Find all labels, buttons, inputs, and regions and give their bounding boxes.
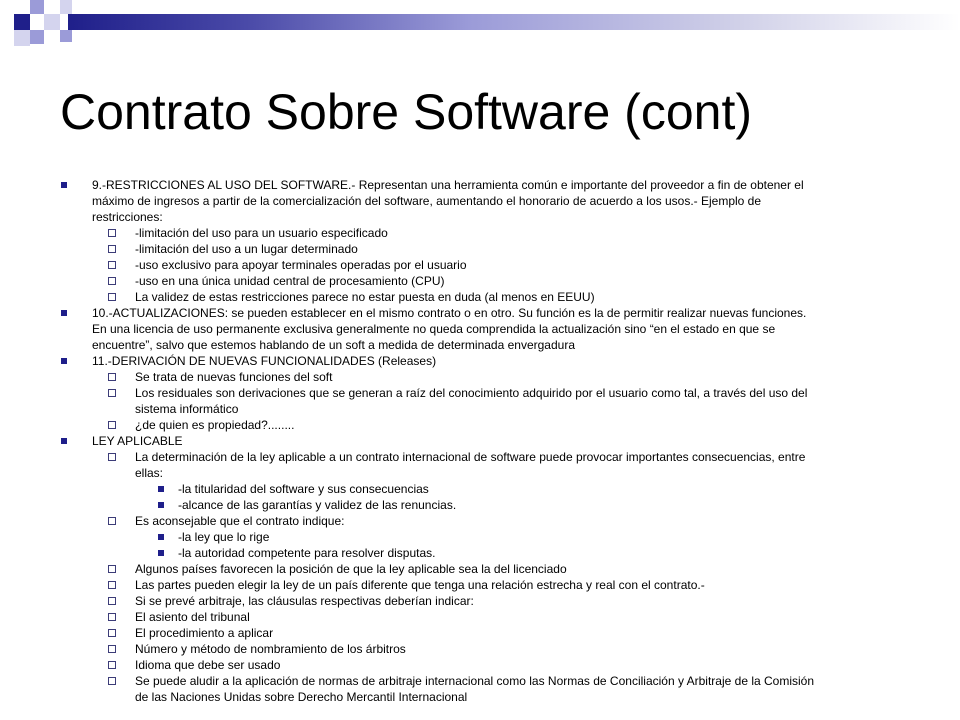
list-item-text: 9.-RESTRICCIONES AL USO DEL SOFTWARE.- Representan una herramienta común e importante del proveedor a fin de obtener el [92, 178, 804, 192]
list-item-text: máximo de ingresos a partir de la comercialización del software, aumentando el honorario de acuerdo a los usos.- Ejemplo de [92, 194, 762, 208]
decor-square-light [44, 14, 60, 30]
slide-body [60, 177, 892, 705]
list-item-text: restricciones: [92, 210, 163, 224]
list-item [60, 593, 892, 609]
list-item [60, 433, 892, 449]
decor-square-mid-3 [60, 30, 72, 42]
hollow-square-bullet-icon [108, 277, 116, 285]
list-item-text: -limitación del uso a un lugar determinado [135, 242, 358, 256]
hollow-square-bullet-icon [108, 229, 116, 237]
hollow-square-bullet-icon [108, 453, 116, 461]
list-item-text: Los residuales son derivaciones que se generan a raíz del conocimiento adquirido por el usuario como tal, a través del uso del [135, 386, 808, 400]
list-item-text: sistema informático [135, 402, 239, 416]
list-item [60, 369, 892, 385]
square-bullet-icon [61, 438, 67, 444]
hollow-square-bullet-icon [108, 565, 116, 573]
hollow-square-bullet-icon [108, 245, 116, 253]
square-bullet-icon [61, 182, 67, 188]
hollow-square-bullet-icon [108, 261, 116, 269]
list-item [60, 481, 892, 497]
list-item-text: -la ley que lo rige [178, 530, 270, 544]
square-bullet-icon [158, 534, 164, 540]
decor-square-mid-2 [30, 30, 44, 44]
list-item [60, 353, 892, 369]
list-item [60, 449, 892, 481]
list-item [60, 225, 892, 241]
list-item [60, 609, 892, 625]
list-item [60, 385, 892, 417]
list-item-text: -la titularidad del software y sus consecuencias [178, 482, 429, 496]
slide-title: Contrato Sobre Software (cont) [60, 84, 752, 140]
list-item-text: El asiento del tribunal [135, 610, 250, 624]
decor-square-light-3 [14, 30, 30, 46]
decor-square-mid [30, 0, 44, 14]
hollow-square-bullet-icon [108, 373, 116, 381]
list-item [60, 561, 892, 577]
header-gradient-bar [68, 14, 960, 30]
list-item-text: En una licencia de uso permanente exclusiva generalmente no queda comprendida la actualización sino “en el estado en que se [92, 322, 776, 336]
hollow-square-bullet-icon [108, 389, 116, 397]
list-item-text: -limitación del uso para un usuario especificado [135, 226, 388, 240]
list-item-text: Número y método de nombramiento de los árbitros [135, 642, 406, 656]
list-item [60, 657, 892, 673]
list-item-text: encuentre”, salvo que estemos hablando de un soft a medida de determinada envergadura [92, 338, 575, 352]
hollow-square-bullet-icon [108, 517, 116, 525]
list-item-text: 10.-ACTUALIZACIONES: se pueden establecer en el mismo contrato o en otro. Su función es la de permitir realizar nuevas funciones. [92, 306, 807, 320]
hollow-square-bullet-icon [108, 661, 116, 669]
list-item-text: LEY APLICABLE [92, 434, 183, 448]
list-item [60, 417, 892, 433]
list-item [60, 177, 892, 225]
list-item [60, 273, 892, 289]
list-item-text: Idioma que debe ser usado [135, 658, 281, 672]
hollow-square-bullet-icon [108, 677, 116, 685]
list-item-text: Algunos países favorecen la posición de que la ley aplicable sea la del licenciado [135, 562, 567, 576]
hollow-square-bullet-icon [108, 293, 116, 301]
list-item [60, 625, 892, 641]
list-item [60, 641, 892, 657]
list-item [60, 305, 892, 353]
list-item [60, 289, 892, 305]
list-item [60, 577, 892, 593]
hollow-square-bullet-icon [108, 597, 116, 605]
list-item-text: ¿de quien es propiedad?........ [135, 418, 295, 432]
list-item [60, 545, 892, 561]
list-item-text: Las partes pueden elegir la ley de un país diferente que tenga una relación estrecha y real con el contrato.- [135, 578, 705, 592]
list-item-text: -la autoridad competente para resolver disputas. [178, 546, 436, 560]
hollow-square-bullet-icon [108, 645, 116, 653]
list-item-text: -alcance de las garantías y validez de las renuncias. [178, 498, 457, 512]
list-item-text: 11.-DERIVACIÓN DE NUEVAS FUNCIONALIDADES (Releases) [92, 354, 437, 368]
list-item [60, 241, 892, 257]
list-item [60, 513, 892, 529]
list-item-text: Se puede aludir a la aplicación de normas de arbitraje internacional como las Normas de Conciliación y Arbitraje de la Comisión [135, 674, 815, 688]
decor-square-light-2 [60, 0, 72, 14]
hollow-square-bullet-icon [108, 421, 116, 429]
list-item-text: La determinación de la ley aplicable a un contrato internacional de software puede provocar importantes consecuencias, entre [135, 450, 806, 464]
list-item [60, 673, 892, 705]
decor-square-dark [14, 14, 30, 30]
square-bullet-icon [158, 486, 164, 492]
list-item-text: La validez de estas restricciones parece no estar puesta en duda (al menos en EEUU) [135, 290, 595, 304]
list-item [60, 497, 892, 513]
hollow-square-bullet-icon [108, 613, 116, 621]
square-bullet-icon [158, 502, 164, 508]
list-item [60, 529, 892, 545]
hollow-square-bullet-icon [108, 581, 116, 589]
list-item-text: El procedimiento a aplicar [135, 626, 274, 640]
list-item-text: Si se prevé arbitraje, las cláusulas respectivas deberían indicar: [135, 594, 474, 608]
list-item-text: ellas: [135, 466, 164, 480]
list-item-text: -uso en una única unidad central de procesamiento (CPU) [135, 274, 445, 288]
list-item-text: de las Naciones Unidas sobre Derecho Mercantil Internacional [135, 690, 468, 704]
list-item-text: Es aconsejable que el contrato indique: [135, 514, 345, 528]
square-bullet-icon [158, 550, 164, 556]
square-bullet-icon [61, 358, 67, 364]
hollow-square-bullet-icon [108, 629, 116, 637]
list-item [60, 257, 892, 273]
list-item-text: Se trata de nuevas funciones del soft [135, 370, 333, 384]
square-bullet-icon [61, 310, 67, 316]
list-item-text: -uso exclusivo para apoyar terminales operadas por el usuario [135, 258, 467, 272]
